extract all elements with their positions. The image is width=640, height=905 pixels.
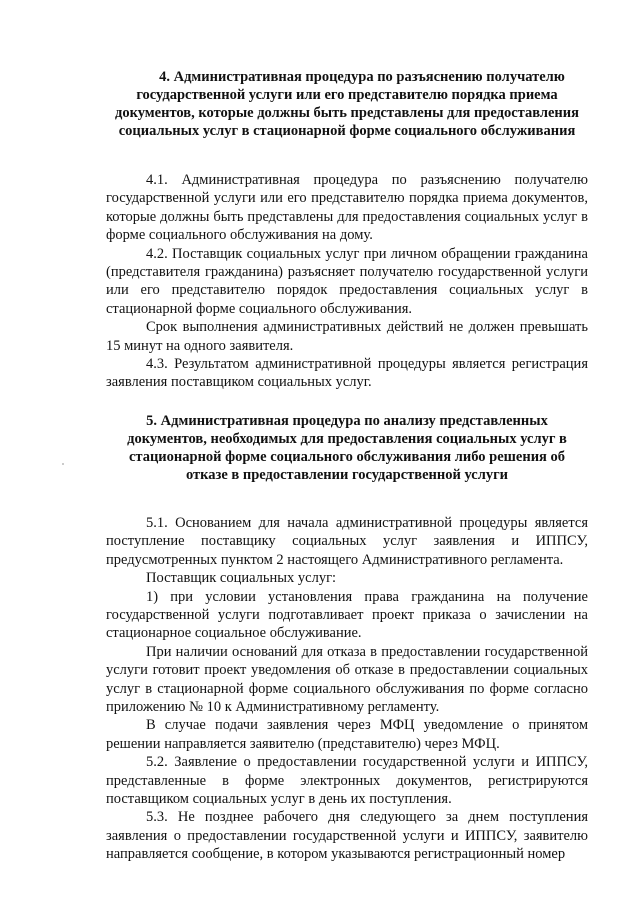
section-5-heading-line: стационарной форме социального обслуживания либо решения об	[128, 448, 566, 465]
section-4-heading-line: социальных услуг в стационарной форме социального обслуживания	[118, 123, 576, 139]
section-4-heading-line: государственной услуги или его представителю порядка приема	[136, 87, 558, 103]
paragraph-provider: Поставщик социальных услуг:	[146, 570, 337, 587]
section-5-heading-line: документов, необходимых для предоставления социальных услуг в	[127, 430, 567, 447]
section-4-heading-line: документов, которые должны быть представлены для предоставления	[115, 105, 579, 121]
paragraph-refusal: При наличии оснований для отказа в предоставлении государственной услуги готовит проект уведомления об отказе в предоставлении социальных услуг в стационарной форме социального обслуживания по форме согласно приложению № 10 к Административному регламенту.	[106, 643, 588, 715]
section-4-heading-line: 4. Административная процедура по разъяснению получателю	[159, 69, 565, 85]
paragraph-item-1: 1) при условии установления права гражданина на получение государственной услуги подготавливает проект приказа о зачислении на стационарное социальное обслуживание.	[106, 588, 588, 642]
paragraph-mfc: В случае подачи заявления через МФЦ уведомление о принятом решении направляется заявителю (представителю) через МФЦ.	[106, 717, 588, 752]
section-5-heading	[106, 412, 588, 484]
paragraph-5-3: 5.3. Не позднее рабочего дня следующего за днем поступления заявления о предоставлении государственной услуги и ИППСУ, заявителю направляется сообщение, в котором указываются регистрационный номер	[106, 809, 588, 863]
section-4-heading	[106, 68, 588, 140]
paragraph-5-1: 5.1. Основанием для начала административной процедуры является поступление поставщику социальных услуг заявления и ИППСУ, предусмотренных пунктом 2 настоящего Административного регламента.	[106, 514, 588, 568]
paragraph-deadline: Срок выполнения административных действий не должен превышать 15 минут на одного заявителя.	[106, 319, 588, 354]
paragraph-4-1: 4.1. Административная процедура по разъяснению получателю государственной услуги или его представителю порядка приема документов, которые должны быть представлены для предоставления социальных услуг в форме социального обслуживания на дому.	[106, 172, 588, 244]
paragraph-5-2: 5.2. Заявление о предоставлении государственной услуги и ИППСУ, представленные в форме электронных документов, регистрируются поставщиком социальных услуг в день их поступления.	[106, 754, 588, 807]
paragraph-4-3: 4.3. Результатом административной процедуры является регистрация заявления поставщиком социальных услуг.	[106, 356, 588, 391]
section-5-heading-line: отказе в предоставлении государственной услуги	[185, 466, 509, 483]
scan-speck	[62, 463, 64, 465]
paragraph-4-2: 4.2. Поставщик социальных услуг при личном обращении гражданина (представителя гражданина) разъясняет получателю государственной услуги или его представителю порядок предоставления социальных услуг в стационарной форме социального обслуживания.	[106, 245, 588, 317]
document-body	[106, 68, 588, 864]
section-5-heading-line: 5. Административная процедура по анализу представленных	[146, 412, 548, 429]
